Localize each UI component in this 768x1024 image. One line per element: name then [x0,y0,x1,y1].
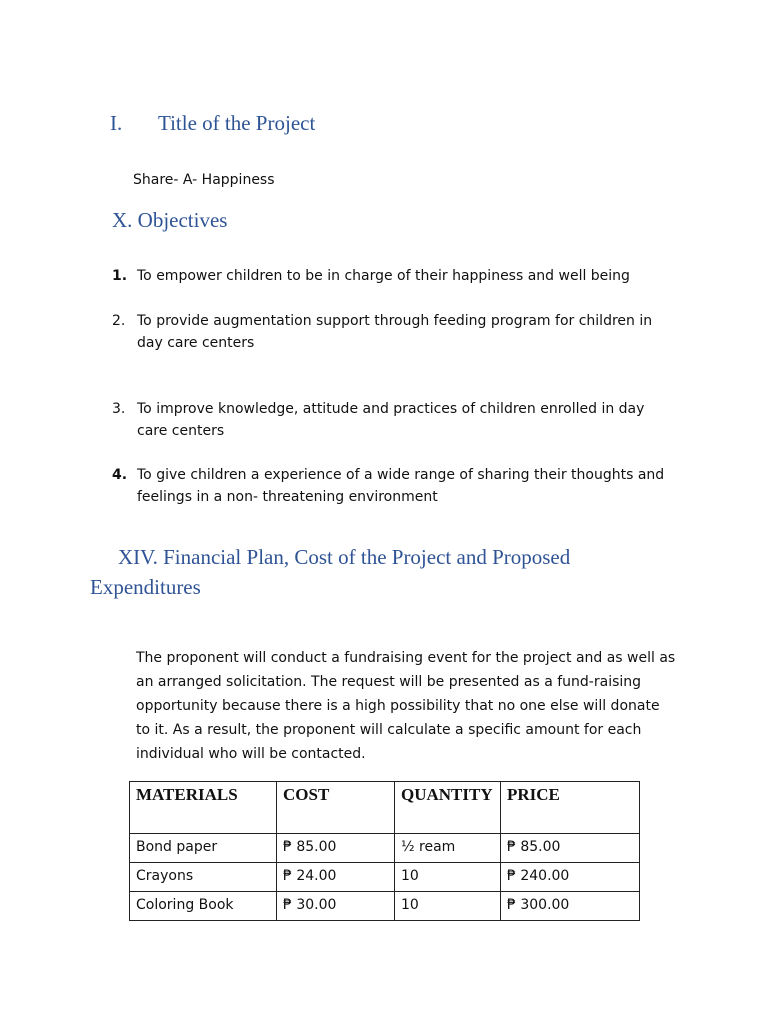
cell-quantity: ½ ream [395,834,501,863]
header-price: PRICE [501,782,640,834]
materials-table [129,781,640,921]
cell-price: ₱ 300.00 [501,892,640,921]
objective-text: To provide augmentation support through feeding program for children in day care centers [137,313,653,351]
objective-number: 4. [112,467,128,483]
table-row [130,834,640,863]
financial-plan-heading-line2: Expenditures [90,575,201,599]
table-header-row [130,782,640,834]
cell-material: Crayons [130,863,277,892]
cell-material: Coloring Book [130,892,277,921]
objective-text: To improve knowledge, attitude and practices of children enrolled in day care centers [137,401,645,439]
header-cost: COST [277,782,395,834]
section-1-numeral: I. [110,111,123,135]
table-row [130,892,640,921]
objective-item [112,265,672,287]
objective-item [112,310,672,354]
cell-price: ₱ 85.00 [501,834,640,863]
cell-material: Bond paper [130,834,277,863]
section-1-heading [110,111,315,136]
objective-number: 3. [112,401,126,417]
section-1-title: Title of the Project [158,111,316,135]
cell-cost: ₱ 24.00 [277,863,395,892]
cell-cost: ₱ 85.00 [277,834,395,863]
cell-quantity: 10 [395,892,501,921]
objectives-heading: X. Objectives [112,208,228,232]
objective-item [112,464,672,508]
financial-plan-heading-line1: XIV. Financial Plan, Cost of the Project and Proposed [118,545,571,569]
objective-text: To empower children to be in charge of their happiness and well being [137,268,630,284]
table-row [130,863,640,892]
cell-price: ₱ 240.00 [501,863,640,892]
header-materials: MATERIALS [130,782,277,834]
cell-cost: ₱ 30.00 [277,892,395,921]
objective-number: 2. [112,313,126,329]
objective-text: To give children a experience of a wide range of sharing their thoughts and feelings in a non- threatening environment [137,467,665,505]
objective-number: 1. [112,268,128,284]
header-quantity: QUANTITY [395,782,501,834]
objective-item [112,398,672,442]
cell-quantity: 10 [395,863,501,892]
project-name: Share- A- Happiness [133,172,275,188]
financial-plan-heading [90,542,570,602]
financial-plan-paragraph: The proponent will conduct a fundraising event for the project and as well as an arranged solicitation. The request will be presented as a fund-raising opportunity because there is a high possibility that no one else will donate to it. As a result, the proponent will calculate a specific amount for each individual who will be contacted. [136,650,676,762]
